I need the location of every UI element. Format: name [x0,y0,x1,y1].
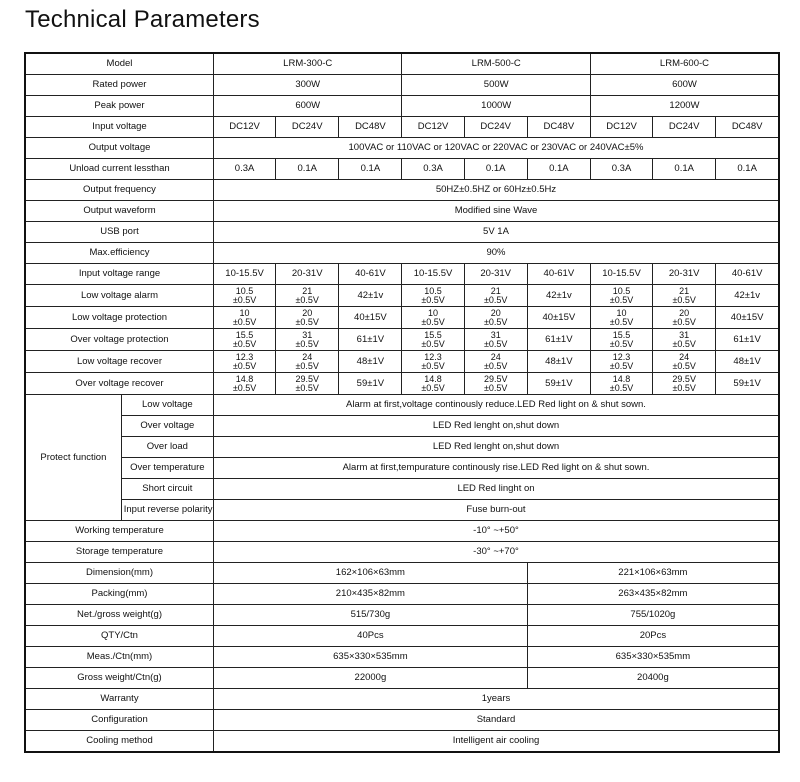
voltage-value: DC12V [590,117,652,138]
spec-table [24,52,780,753]
protect-item-label: Over temperature [121,458,213,479]
row-label: Packing(mm) [25,584,213,605]
cell-line: ±0.5V [672,316,696,327]
output_waveform-row [25,201,779,222]
row-label: Max.efficiency [25,243,213,264]
voltage-value: 0.1A [527,159,590,180]
voltage-value [339,373,402,395]
voltage-value [276,351,339,373]
row-label: Rated power [25,75,213,96]
cell-line: 12.3 [235,351,254,362]
working_temperature-row [25,521,779,542]
voltage-value [653,373,716,395]
cell-line: 21 [490,285,501,296]
row-value: 635×330×535mm [527,647,779,668]
model-value: 600W [213,96,401,117]
protect-item-label: Over load [121,437,213,458]
cell-line: 31 [490,329,501,340]
cell-line: 59±1V [733,377,761,389]
row-label: USB port [25,222,213,243]
cell-line: 14.8 [235,373,254,384]
row-value: 5V 1A [213,222,779,243]
packing-row [25,584,779,605]
row-value: 755/1020g [527,605,779,626]
row-label: Low voltage protection [25,307,213,329]
voltage-value [276,329,339,351]
cell-line: ±0.5V [421,294,445,305]
protect-item-value: Fuse burn-out [213,500,779,521]
cell-line: 10 [616,307,627,318]
voltage-value: 0.3A [590,159,652,180]
model-name: LRM-300-C [213,53,401,75]
cell-line: ±0.5V [483,360,508,371]
row-label: Low voltage alarm [25,285,213,307]
cell-line: 48±1V [733,355,761,367]
voltage-value: 40-61V [339,264,402,285]
voltage-value [402,307,464,329]
row-label: Storage temperature [25,542,213,563]
voltage-value [402,351,464,373]
cell-line: 61±1V [545,333,573,345]
cell-line: 21 [302,285,313,296]
rated_power-row [25,75,779,96]
output_voltage-row [25,138,779,159]
cell-line: ±0.5V [483,316,508,327]
cell-line: 29.5V [672,373,696,384]
voltage-value [590,351,652,373]
voltage-value [527,285,590,307]
cell-line: 59±1V [545,377,573,389]
cell-line: ±0.5V [421,316,445,327]
cell-line: 10.5 [235,285,254,296]
protect-item-label: Low voltage [121,395,213,416]
row-label: Output waveform [25,201,213,222]
cell-line: 61±1V [356,333,385,345]
row-label: Over voltage recover [25,373,213,395]
voltage-value [339,329,402,351]
cell-line: 20 [679,307,690,318]
cell-line: 10 [428,307,439,318]
gross_weight_ctn-row [25,668,779,689]
cell-line: ±0.5V [609,316,634,327]
cell-line: ±0.5V [232,360,257,371]
cell-line: ±0.5V [232,294,257,305]
cell-line: 40±15V [354,311,387,323]
row-value: 635×330×535mm [213,647,527,668]
cell-line: ±0.5V [421,382,445,393]
voltage-value [590,285,652,307]
voltage-value: DC48V [339,117,402,138]
cell-line: 10 [239,307,250,318]
cell-line: 24 [679,351,690,362]
voltage-value: 0.1A [276,159,339,180]
voltage-value [653,351,716,373]
cell-line: 31 [679,329,690,340]
voltage-value: 0.1A [653,159,716,180]
voltage-value: 10-15.5V [213,264,275,285]
cell-line: 15.5 [424,329,442,340]
protect-item-value: LED Red linght on [213,479,779,500]
voltage-value [716,329,779,351]
cell-line: ±0.5V [609,382,634,393]
voltage-value [464,285,527,307]
cell-line: 59±1V [356,377,385,389]
configuration-row [25,710,779,731]
cell-line: 42±1v [357,289,384,301]
row-label: Net./gross weight(g) [25,605,213,626]
voltage-value [590,307,652,329]
cell-line: ±0.5V [672,360,696,371]
row-value: 90% [213,243,779,264]
row-value: -30° ~+70° [213,542,779,563]
cell-line: ±0.5V [295,338,319,349]
over_voltage_protection-row [25,329,779,351]
model-value: 1000W [402,96,590,117]
cell-line: 20 [302,307,313,318]
protect-item-label: Short circuit [121,479,213,500]
voltage-value: DC12V [402,117,464,138]
model-value: 1200W [590,96,779,117]
row-label: Output voltage [25,138,213,159]
model-name: LRM-500-C [402,53,590,75]
cell-line: ±0.5V [609,338,634,349]
voltage-value: 10-15.5V [590,264,652,285]
model-value: 600W [590,75,779,96]
protect-function-label: Protect function [25,395,121,521]
dimension-row [25,563,779,584]
voltage-value [527,373,590,395]
voltage-value [213,329,275,351]
cell-line: 31 [302,329,313,340]
row-label: Dimension(mm) [25,563,213,584]
cell-line: 12.3 [612,351,631,362]
voltage-value: 20-31V [464,264,527,285]
cell-line: ±0.5V [232,338,257,349]
cell-line: ±0.5V [295,382,319,393]
cell-line: 20 [490,307,501,318]
model-row [25,53,779,75]
voltage-value [213,285,275,307]
protect-item-value: Alarm at first,tempurature continously rise.LED Red light on & shut sown. [213,458,779,479]
row-label: Output frequency [25,180,213,201]
protect-row [25,416,779,437]
cell-line: 21 [679,285,690,296]
output_frequency-row [25,180,779,201]
cell-line: 40±15V [730,311,764,323]
row-label: QTY/Ctn [25,626,213,647]
cell-line: ±0.5V [609,294,634,305]
cell-line: ±0.5V [483,338,508,349]
voltage-value [276,307,339,329]
cell-line: ±0.5V [672,338,696,349]
voltage-value: 0.1A [716,159,779,180]
voltage-value [653,329,716,351]
unload_current-row [25,159,779,180]
cell-line: 14.8 [424,373,442,384]
voltage-value [464,351,527,373]
protect-row [25,479,779,500]
voltage-value: 0.1A [464,159,527,180]
low_voltage_recover-row [25,351,779,373]
protect-row [25,500,779,521]
row-value: 1years [213,689,779,710]
cell-line: ±0.5V [609,360,634,371]
cell-line: ±0.5V [232,316,257,327]
row-label: Configuration [25,710,213,731]
storage_temperature-row [25,542,779,563]
protect-item-label: Input reverse polarity [121,500,213,521]
cell-line: ±0.5V [672,294,696,305]
page-title: Technical Parameters [25,6,260,33]
low_voltage_alarm-row [25,285,779,307]
cell-line: ±0.5V [295,360,319,371]
cell-line: 24 [490,351,501,362]
input_voltage-row [25,117,779,138]
cell-line: 24 [302,351,313,362]
cell-line: 29.5V [483,373,508,384]
cell-line: 48±1V [356,355,385,367]
voltage-value [402,329,464,351]
row-label: Input voltage range [25,264,213,285]
cell-line: 14.8 [612,373,631,384]
row-label: Low voltage recover [25,351,213,373]
protect-item-value: Alarm at first,voltage continously reduce.LED Red light on & shut sown. [213,395,779,416]
voltage-value: DC12V [213,117,275,138]
voltage-value: DC48V [527,117,590,138]
row-value: 263×435×82mm [527,584,779,605]
voltage-value [716,373,779,395]
voltage-value [339,285,402,307]
row-value: 515/730g [213,605,527,626]
usb_port-row [25,222,779,243]
cell-line: 15.5 [235,329,254,340]
cell-line: ±0.5V [421,338,445,349]
voltage-value: DC24V [276,117,339,138]
model-name: LRM-600-C [590,53,779,75]
row-label: Cooling method [25,731,213,753]
voltage-value: 0.3A [402,159,464,180]
model-value: 500W [402,75,590,96]
cell-line: 42±1v [545,289,572,301]
voltage-value: 40-61V [716,264,779,285]
row-value: 20Pcs [527,626,779,647]
protect-item-value: LED Red lenght on,shut down [213,437,779,458]
meas-row [25,647,779,668]
voltage-value [276,373,339,395]
row-value: Modified sine Wave [213,201,779,222]
voltage-value [527,307,590,329]
row-value: Standard [213,710,779,731]
voltage-value [653,285,716,307]
input_voltage_range-row [25,264,779,285]
over_voltage_recover-row [25,373,779,395]
row-label: Working temperature [25,521,213,542]
voltage-value: DC24V [464,117,527,138]
cell-line: 12.3 [424,351,442,362]
row-value: 100VAC or 110VAC or 120VAC or 220VAC or 230VAC or 240VAC±5% [213,138,779,159]
row-label: Warranty [25,689,213,710]
cell-line: ±0.5V [295,294,319,305]
row-label: Input voltage [25,117,213,138]
voltage-value [527,329,590,351]
cell-line: 42±1v [734,289,761,301]
voltage-value: 0.1A [339,159,402,180]
protect-row [25,458,779,479]
voltage-value: 20-31V [653,264,716,285]
voltage-value [213,373,275,395]
cell-line: ±0.5V [232,382,257,393]
voltage-value [213,307,275,329]
voltage-value [464,307,527,329]
cell-line: ±0.5V [483,382,508,393]
voltage-value [276,285,339,307]
voltage-value [716,351,779,373]
voltage-value [464,329,527,351]
low_voltage_protection-row [25,307,779,329]
protect-row [25,437,779,458]
row-value: 162×106×63mm [213,563,527,584]
voltage-value: 40-61V [527,264,590,285]
row-value: 210×435×82mm [213,584,527,605]
weight-row [25,605,779,626]
cell-line: 10.5 [612,285,631,296]
row-label: Unload current lessthan [25,159,213,180]
cooling-row [25,731,779,753]
cell-line: 10.5 [424,285,442,296]
peak_power-row [25,96,779,117]
row-label: Meas./Ctn(mm) [25,647,213,668]
voltage-value [402,373,464,395]
protect-row [25,395,779,416]
protect-item-value: LED Red lenght on,shut down [213,416,779,437]
voltage-value [716,307,779,329]
voltage-value [716,285,779,307]
row-value: Intelligent air cooling [213,731,779,753]
cell-line: ±0.5V [672,382,696,393]
cell-line: 40±15V [542,311,576,323]
protect-item-label: Over voltage [121,416,213,437]
row-value: 40Pcs [213,626,527,647]
voltage-value: 0.3A [213,159,275,180]
cell-line: ±0.5V [483,294,508,305]
voltage-value [527,351,590,373]
qty-row [25,626,779,647]
row-label: Peak power [25,96,213,117]
cell-line: ±0.5V [295,316,319,327]
voltage-value [339,351,402,373]
voltage-value [590,329,652,351]
model-value: 300W [213,75,401,96]
voltage-value: DC24V [653,117,716,138]
row-label: Gross weight/Ctn(g) [25,668,213,689]
voltage-value [402,285,464,307]
row-value: 50HZ±0.5HZ or 60Hz±0.5Hz [213,180,779,201]
cell-line: ±0.5V [421,360,445,371]
row-value: 22000g [213,668,527,689]
row-label: Model [25,53,213,75]
max_efficiency-row [25,243,779,264]
voltage-value: 10-15.5V [402,264,464,285]
cell-line: 48±1V [545,355,573,367]
voltage-value [653,307,716,329]
voltage-value: 20-31V [276,264,339,285]
row-label: Over voltage protection [25,329,213,351]
voltage-value [213,351,275,373]
row-value: -10° ~+50° [213,521,779,542]
cell-line: 61±1V [733,333,761,345]
row-value: 20400g [527,668,779,689]
warranty-row [25,689,779,710]
cell-line: 15.5 [612,329,631,340]
voltage-value [339,307,402,329]
voltage-value [464,373,527,395]
cell-line: 29.5V [295,373,319,384]
row-value: 221×106×63mm [527,563,779,584]
voltage-value: DC48V [716,117,779,138]
voltage-value [590,373,652,395]
